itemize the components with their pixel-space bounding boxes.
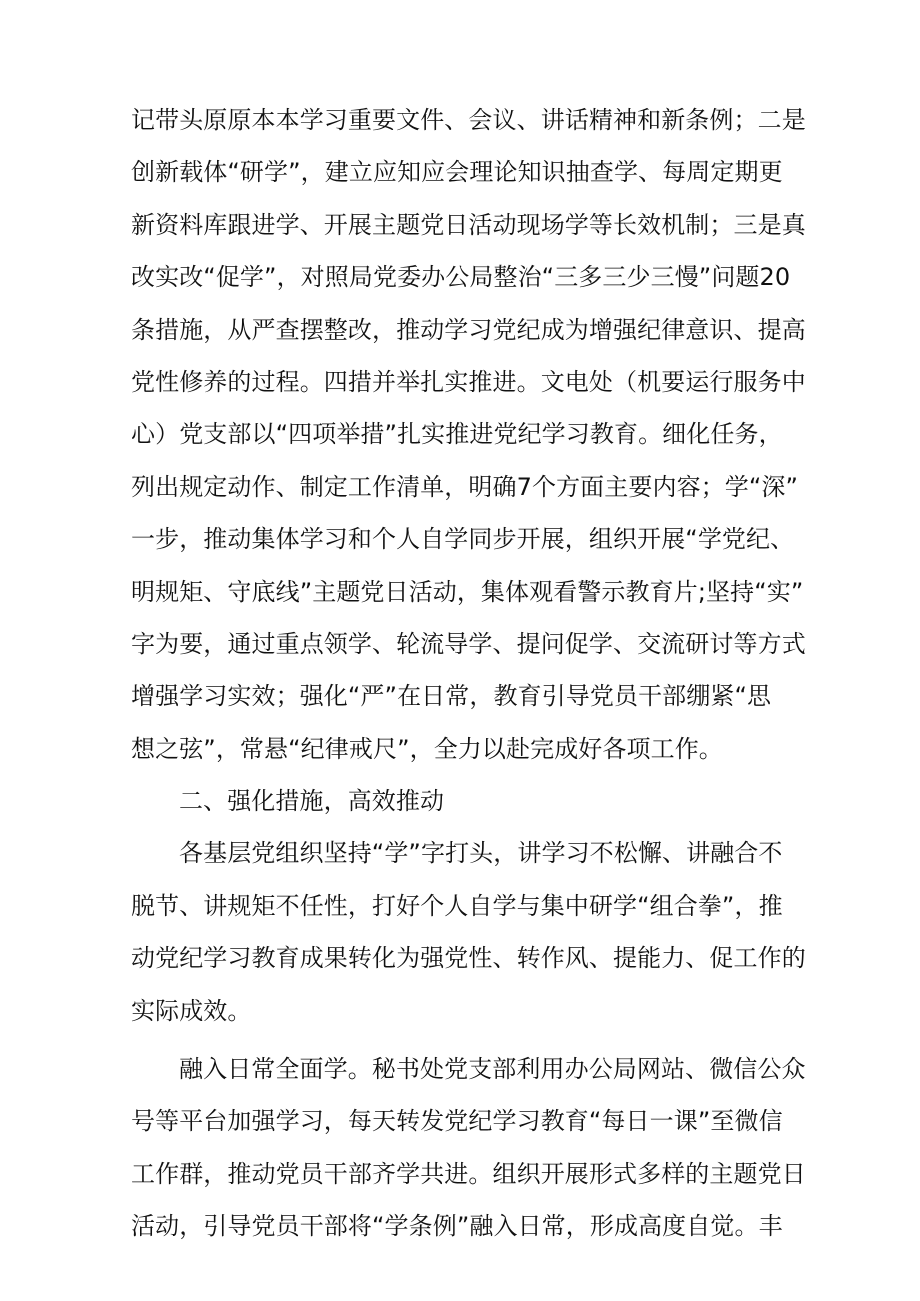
text-line: 创新载体“研学”，建立应知应会理论知识抽查学、每周定期更	[131, 158, 783, 187]
text-line: 增强学习实效；强化“严”在日常，教育引导党员干部绷紧“思	[131, 682, 772, 711]
text-line: 心）党支部以“四项举措”扎实推进党纪学习教育。细化任务，	[131, 420, 783, 449]
text-line: 实际成效。	[131, 996, 252, 1025]
text-line: 活动，引导党员干部将“学条例”融入日常，形成高度自觉。丰	[131, 1212, 783, 1241]
paragraph-continued	[131, 94, 806, 775]
text-line: 各基层党组织坚持“学”字打头，讲学习不松懈、讲融合不	[179, 839, 783, 868]
text-line: 记带头原原本本学习重要文件、会议、讲话精神和新条例；二是	[131, 106, 806, 134]
text-line: 明规矩、守底线”主题党日活动，集体观看警示教育片;坚持“实”	[131, 577, 804, 606]
text-line: 条措施，从严查摆整改，推动学习党纪成为增强纪律意识、提高	[131, 315, 806, 344]
text-line: 列出规定动作、制定工作清单，明确7个方面主要内容；学“深”	[131, 472, 799, 501]
document-body	[131, 94, 806, 1253]
paragraph-daily-study	[131, 1043, 806, 1253]
text-line: 新资料库跟进学、开展主题党日活动现场学等长效机制；三是真	[131, 210, 806, 239]
text-line: 号等平台加强学习，每天转发党纪学习教育“每日一课”至微信	[131, 1107, 783, 1136]
text-line: 脱节、讲规矩不任性，打好个人自学与集中研学“组合拳”，推	[131, 891, 783, 920]
text-line: 动党纪学习教育成果转化为强党性、转作风、提能力、促工作的	[131, 944, 806, 973]
text-line: 一步，推动集体学习和个人自学同步开展，组织开展“学党纪、	[131, 525, 795, 554]
paragraph-intro	[131, 827, 806, 1037]
text-line: 融入日常全面学。秘书处党支部利用办公局网站、微信公众	[179, 1055, 806, 1084]
text-line: 党性修养的过程。四措并举扎实推进。文电处（机要运行服务中	[131, 367, 806, 396]
text-line: 工作群，推动党员干部齐学共进。组织开展形式多样的主题党日	[131, 1159, 806, 1188]
section-heading: 二、强化措施，高效推动	[179, 787, 445, 816]
text-line: 改实改“促学”，对照局党委办公局整治“三多三少三慢”问题20	[131, 263, 791, 292]
text-line: 想之弦”，常悬“纪律戒尺”，全力以赴完成好各项工作。	[131, 734, 723, 763]
text-line: 字为要，通过重点领学、轮流导学、提问促学、交流研讨等方式	[131, 629, 806, 658]
